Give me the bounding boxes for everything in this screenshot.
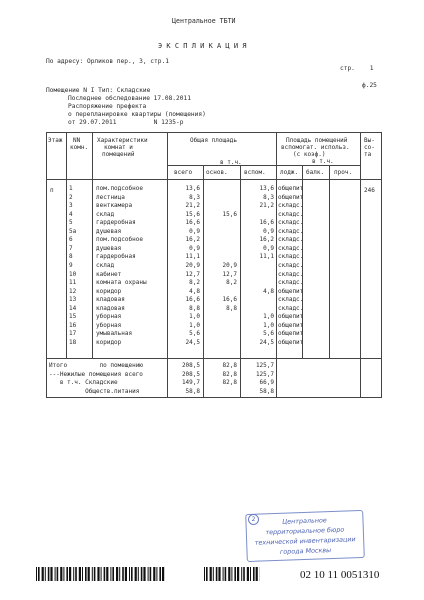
room-number: 5а (69, 227, 77, 235)
room-total-area: 16,2 (185, 236, 200, 244)
room-number: 12 (69, 287, 77, 295)
room-class: общепит (278, 330, 304, 338)
room-class: складс. (278, 202, 304, 210)
room-name: склад (96, 210, 115, 218)
document-number: 02 10 11 0051310 (300, 569, 380, 581)
room-main-area: 15,6 (222, 210, 237, 218)
col-nn-sub: комн. (70, 144, 89, 151)
room-aux-area: 24,5 (259, 338, 274, 346)
room-name: гардеробная (96, 219, 136, 227)
room-total-area: 0,9 (189, 244, 200, 252)
room-name: уборная (96, 321, 122, 329)
room-main-area: 20,9 (222, 261, 237, 269)
total-aux: 66,9 (259, 379, 274, 386)
room-class: складс. (278, 270, 304, 278)
room-name: умывальная (96, 330, 133, 338)
col-height-1: Вы- (364, 137, 375, 144)
room-number: 9 (69, 261, 73, 269)
room-number: 8 (69, 253, 73, 261)
col-other: проч. (334, 169, 353, 176)
room-total-area: 12,7 (185, 270, 200, 278)
room-number: 5 (69, 219, 73, 227)
room-total-area: 24,5 (185, 338, 200, 346)
room-total-area: 16,6 (185, 219, 200, 227)
room-class: складс. (278, 261, 304, 269)
total-all: 208,5 (181, 370, 200, 378)
room-name: венткамера (96, 202, 133, 210)
stamp-line-1: Центральное (282, 516, 327, 526)
form-code: ф.25 (362, 82, 377, 89)
room-name: лестница (96, 193, 125, 201)
room-total-area: 4,8 (189, 287, 200, 295)
col-premises-1: Площадь помещений (286, 137, 348, 144)
room-name: коридор (96, 338, 122, 346)
room-number: 2 (69, 193, 73, 201)
room-class: складс. (278, 304, 304, 312)
total-all: 58,8 (185, 387, 200, 395)
barcode-2 (204, 567, 260, 581)
room-name: душевая (96, 244, 122, 252)
col-incl-2: в т.ч. (312, 158, 334, 165)
room-aux-area: 5,6 (263, 330, 274, 338)
col-all: всего (174, 169, 193, 176)
room-total-area: 1,0 (189, 321, 200, 329)
total-label: Обществ.питания (49, 387, 140, 395)
room-name: душевая (96, 227, 122, 235)
room-main-area: 12,7 (222, 270, 237, 278)
room-number: 4 (69, 210, 73, 218)
room-class: общепит (278, 185, 304, 192)
room-aux-area: 13,6 (259, 185, 274, 192)
room-name: уборная (96, 313, 122, 321)
room-aux-area: 11,1 (259, 253, 274, 261)
room-type-line: Помещение N I Тип: Складские (46, 87, 151, 94)
room-aux-area: 4,8 (263, 287, 274, 295)
room-class: общепит (278, 313, 304, 321)
total-main: 82,8 (222, 370, 237, 378)
total-all: 149,7 (181, 379, 200, 386)
room-class: складс. (278, 210, 304, 218)
stamp-line-2: территориальное бюро (265, 525, 345, 537)
total-label: Итого по помещению (49, 362, 143, 369)
address-line: По адресу: Орликов пер., 3, стр.1 (46, 58, 169, 65)
col-premises-3: (с коэф.) (293, 151, 326, 158)
room-number: 10 (69, 270, 77, 278)
room-total-area: 13,6 (185, 185, 200, 192)
room-number: 3 (69, 202, 73, 210)
room-name: кладовая (96, 304, 125, 312)
room-total-area: 21,2 (185, 202, 200, 210)
order-line-2: о перепланировке квартиры (помещения) (68, 111, 206, 118)
room-main-area: 16,6 (222, 296, 237, 304)
col-nn: NN (73, 137, 81, 144)
room-number: 17 (69, 330, 77, 338)
room-class: складс. (278, 296, 304, 304)
room-class: складс. (278, 244, 304, 252)
room-total-area: 0,9 (189, 227, 200, 235)
room-total-area: 8,2 (189, 279, 200, 287)
room-number: 18 (69, 338, 77, 346)
col-char-1: Характеристики (97, 137, 148, 144)
room-name: пом.подсобное (96, 185, 143, 192)
room-class: общепит (278, 321, 304, 329)
col-char-2: комнат и (104, 144, 133, 151)
room-name: кладовая (96, 296, 125, 304)
room-aux-area: 0,9 (263, 227, 274, 235)
room-name: комната охраны (96, 279, 147, 287)
room-name: гардеробная (96, 253, 136, 261)
room-number: 11 (69, 279, 77, 287)
room-total-area: 1,0 (189, 313, 200, 321)
col-height-2: со- (364, 144, 375, 151)
col-char-3: помещений (102, 151, 135, 158)
room-number: 15 (69, 313, 77, 321)
room-aux-area: 0,9 (263, 244, 274, 252)
room-main-area: 8,8 (226, 304, 237, 312)
room-number: 1 (69, 185, 73, 192)
room-name: коридор (96, 287, 122, 295)
room-number: 7 (69, 244, 73, 252)
org-name: Центральное ТБТИ (172, 17, 236, 25)
col-loggia: лодж. (280, 169, 299, 176)
room-total-area: 5,6 (189, 330, 200, 338)
room-total-area: 8,3 (189, 193, 200, 201)
room-aux-area: 16,6 (259, 219, 274, 227)
room-class: общепит (278, 338, 304, 346)
room-number: 14 (69, 304, 77, 312)
total-label: ---Нежилые помещения всего (49, 370, 143, 378)
room-total-area: 16,6 (185, 296, 200, 304)
room-total-area: 8,8 (189, 304, 200, 312)
stamp-number: 2 (248, 514, 259, 525)
total-aux: 58,8 (259, 387, 274, 395)
room-aux-area: 8,3 (263, 193, 274, 201)
room-total-area: 20,9 (185, 261, 200, 269)
total-aux: 125,7 (255, 362, 274, 369)
bti-stamp (245, 510, 365, 562)
room-main-area: 8,2 (226, 279, 237, 287)
room-number: 13 (69, 296, 77, 304)
stamp-line-4: города Москвы (279, 546, 332, 556)
floor-label: п (50, 187, 54, 194)
room-aux-area: 1,0 (263, 321, 274, 329)
room-number: 16 (69, 321, 77, 329)
room-name: склад (96, 261, 115, 269)
col-premises-2: вспомогат. использ. (281, 144, 350, 151)
total-main: 82,8 (222, 362, 237, 369)
last-survey-line: Последнее обследование 17.08.2011 (68, 95, 191, 102)
col-floor: Этаж (48, 137, 63, 144)
room-name: пом.подсобное (96, 236, 143, 244)
room-class: складс. (278, 227, 304, 235)
col-main: основ. (206, 169, 228, 176)
barcode-1 (36, 567, 166, 581)
room-total-area: 11,1 (185, 253, 200, 261)
room-aux-area: 16,2 (259, 236, 274, 244)
room-number: 6 (69, 236, 73, 244)
total-aux: 125,7 (255, 370, 274, 378)
total-label: в т.ч. Складские (49, 379, 118, 386)
room-class: складс. (278, 219, 304, 227)
room-class: складс. (278, 236, 304, 244)
col-height-3: та (364, 151, 372, 158)
col-aux: вспом. (244, 169, 266, 176)
room-name: кабинет (96, 270, 122, 278)
room-class: складс. (278, 253, 304, 261)
room-class: общепит (278, 287, 304, 295)
room-total-area: 15,6 (185, 210, 200, 218)
page-title: Э К С П Л И К А Ц И Я (158, 42, 247, 50)
room-class: общепит (278, 193, 304, 201)
room-class: складс. (278, 279, 304, 287)
stamp-line-3: технической инвентаризации (254, 535, 356, 547)
col-total-area: Общая площадь (190, 137, 237, 144)
room-aux-area: 21,2 (259, 202, 274, 210)
col-balcony: балк. (306, 169, 325, 176)
total-all: 208,5 (181, 362, 200, 369)
room-aux-area: 1,0 (263, 313, 274, 321)
page-number: стр. 1 (340, 65, 374, 72)
order-line-3: от 29.07.2011 N 1235-р (68, 119, 184, 126)
total-main: 82,8 (222, 379, 237, 386)
height-value: 246 (364, 187, 375, 194)
order-line-1: Распоряжение префекта (68, 103, 147, 110)
col-incl: в т.ч. (220, 159, 242, 166)
